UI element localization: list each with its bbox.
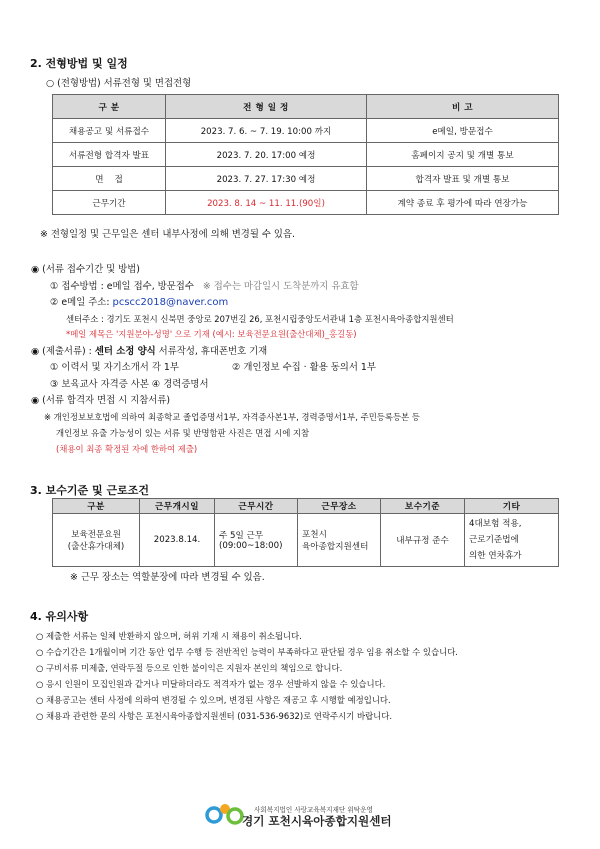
etc-line-2: 근로기준법에 [469,535,519,545]
center-address: 센터주소 : 경기도 포천시 신북면 중앙로 207번길 26, 포천시립중앙도서관내 1층 포천시육아종합지원센터 [66,314,454,324]
pass-docs-title: ◉ (서류 합격자 면접 시 지참서류) [31,395,171,406]
submit-item-3: ③ 보육교사 자격증 사본 ④ 경력증명서 [50,379,209,390]
section-2-title: 2. 전형방법 및 일정 [30,57,128,70]
submit-title-rest: 서류작성, 휴대폰번호 기재 [155,346,268,357]
submit-title [31,346,267,358]
table-cell: 채용공고 및 서류접수 [53,119,166,143]
pass-docs-line-2: 개인정보 유출 가능성이 있는 서류 및 반명함판 사진은 면접 시에 지참 [56,428,310,438]
table-cell [465,514,559,567]
receipt-title: ◉ (서류 접수기간 및 방법) [31,264,140,275]
notice-item: ○ 구비서류 미제출, 연락두절 등으로 인한 불이익은 지원자 본인의 책임으로 합니다. [36,663,343,673]
notice-item: ○ 채용공고는 센터 사정에 의하여 변경될 수 있으며, 변경된 사항은 재공고 후 시행할 예정입니다. [36,695,391,705]
table-row [53,167,559,191]
work-place-center: 육아종합지원센터 [302,542,369,552]
table-header: 근무시간 [215,499,298,514]
table-row [53,191,559,215]
table-row [53,514,559,567]
conditions-note: ※ 근무 장소는 역할분장에 따라 변경될 수 있음. [70,572,265,583]
table-cell [298,514,381,567]
table-cell [53,514,140,567]
table-header: 구 분 [53,95,166,119]
work-hours: (09:00~18:00) [219,541,283,551]
operator-text: 사회복지법인 사랑교육복지재단 위탁운영 [254,806,373,814]
receipt-method-text: ① 접수방법 : e메일 접수, 방문접수 [50,281,194,292]
etc-line-1: 4대보험 적용, [469,519,522,529]
center-logo-icon [205,800,245,828]
table-cell: 2023. 7. 6. ~ 7. 19. 10:00 까지 [166,119,367,143]
table-cell: 2023. 7. 27. 17:30 예정 [166,167,367,191]
pass-docs-line-1: ※ 개인정보보호법에 의하여 최종학교 졸업증명서1부, 자격증사본1부, 경력증명서1부, 주민등록등본 등 [44,412,420,422]
submit-item-2: ② 개인정보 수집 · 활용 동의서 1부 [232,362,376,373]
work-place-city: 포천시 [302,530,327,540]
table-cell [215,514,298,567]
table-row [53,119,559,143]
table-cell: 면 접 [53,167,166,191]
conditions-table [52,498,559,567]
schedule-table [52,94,559,215]
screening-method: ○ (전형방법) 서류전형 및 면접전형 [46,78,192,89]
email-address: pcscc2018@naver.com [112,297,229,308]
table-header: 비 고 [367,95,559,119]
table-header: 보수기준 [381,499,465,514]
table-cell: 합격자 발표 및 개별 통보 [367,167,559,191]
center-name: 경기 포천시육아종합지원센터 [242,814,392,828]
table-cell: 내부규정 준수 [381,514,465,567]
table-header: 기타 [465,499,559,514]
notice-item: ○ 채용과 관련한 문의 사항은 포천시육아종합지원센터 (031-536-9632)로 연락주시기 바랍니다. [36,711,393,721]
table-header: 근무개시일 [140,499,215,514]
etc-line-3: 의한 연차휴가 [469,551,522,561]
notice-item: ○ 수습기간은 1개월이며 기간 동안 업무 수행 등 전반적인 능력이 부족하다고 판단될 경우 임용 취소할 수 있습니다. [36,647,458,657]
email-label: ② e메일 주소: [50,297,113,308]
table-cell: 2023. 7. 20. 17:00 예정 [166,143,367,167]
notice-item: ○ 응시 인원이 모집인원과 같거나 미달하더라도 적격자가 없는 경우 선발하지 않을 수 있습니다. [36,679,386,689]
table-cell: 근무기간 [53,191,166,215]
email-subject-note: *메일 제목은 '지원분야-성명' 으로 기재 (예시: 보육전문요원(출산대체)_홍길동) [66,329,357,339]
work-period-cell: 2023. 8. 14 ~ 11. 11.(90일) [166,191,367,215]
submit-item-1: ① 이력서 및 자기소개서 각 1부 [50,362,179,373]
receipt-email [50,297,228,309]
job-title: 보육전문요원 [71,530,121,540]
receipt-method [50,281,359,293]
work-days: 주 5일 근무 [219,531,264,541]
table-row [53,143,559,167]
section-3-title: 3. 보수기준 및 근로조건 [30,484,149,497]
table-header: 근무장소 [298,499,381,514]
submit-form-text: 센터 소정 양식 [94,346,156,357]
table-header: 전 형 일 정 [166,95,367,119]
pass-docs-line-3: (채용이 최종 확정된 자에 한하여 제출) [56,444,198,454]
receipt-deadline-note: ※ 접수는 마감일시 도착분까지 유효함 [202,281,359,292]
table-cell: 계약 종료 후 평가에 따라 연장가능 [367,191,559,215]
table-cell: e메일, 방문접수 [367,119,559,143]
table-header: 구분 [53,499,140,514]
table-cell: 서류전형 합격자 발표 [53,143,166,167]
table-cell: 2023.8.14. [140,514,215,567]
submit-title-label: ◉ (제출서류) : [31,346,95,357]
schedule-note: ※ 전형일정 및 근무일은 센터 내부사정에 의해 변경될 수 있음. [40,229,296,240]
section-4-title: 4. 유의사항 [30,610,89,623]
job-subtitle: (출산휴가대체) [67,542,125,552]
table-cell: 홈페이지 공지 및 개별 통보 [367,143,559,167]
notice-item: ○ 제출한 서류는 일체 반환하지 않으며, 허위 기재 시 채용이 취소됩니다. [36,631,302,641]
